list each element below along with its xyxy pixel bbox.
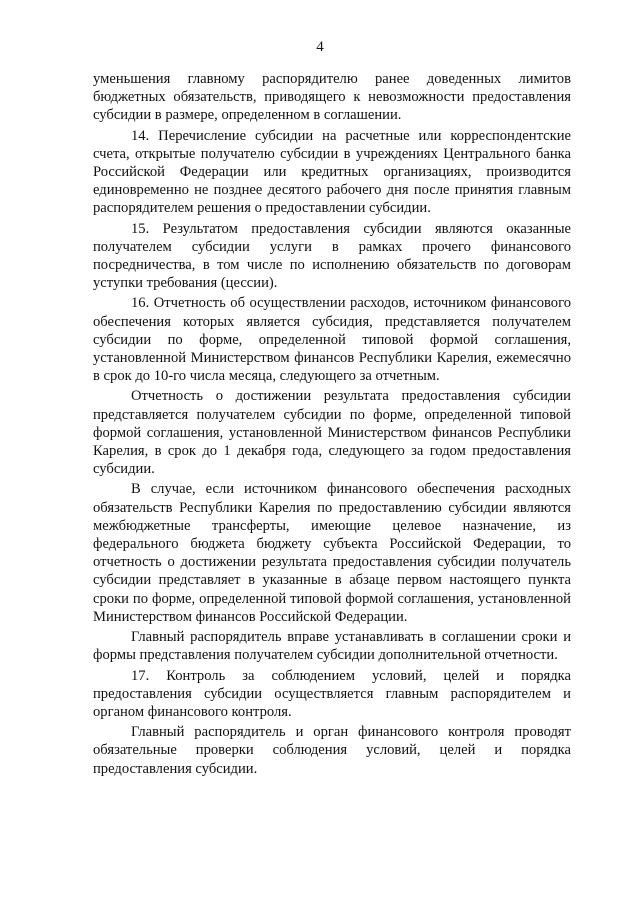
paragraph-result-reporting: Отчетность о достижении результата предоставления субсидии представляется получателем субсидии по форме, определенной типовой формой соглашения, установленной Министерством финансов Республики Карелия, в срок до 1 декабря года, следующего за годом предоставления субсидии. [93,388,571,478]
document-body [93,70,571,780]
paragraph-item-16: 16. Отчетность об осуществлении расходов, источником финансового обеспечения которых является субсидия, представляется получателем субсидии по форме, определенной типовой формой соглашения, установленной Министерством финансов Республики Карелия, ежемесячно в срок до 10-го числа месяца, следующего за отчетным. [93,295,571,385]
paragraph-item-17: 17. Контроль за соблюдением условий, целей и порядка предоставления субсидии осуществляется главным распорядителем и органом финансового контроля. [93,667,571,720]
paragraph-mandatory-checks: Главный распорядитель и орган финансового контроля проводят обязательные проверки соблюдения условий, целей и порядка предоставления субсидии. [93,724,571,777]
page-number: 4 [316,39,324,55]
paragraph-additional-reporting: Главный распорядитель вправе устанавливать в соглашении сроки и формы представления получателем субсидии дополнительной отчетности. [93,629,571,664]
paragraph-item-14: 14. Перечисление субсидии на расчетные или корреспондентские счета, открытые получателю субсидии в учреждениях Центрального банка Российской Федерации или кредитных организациях, производится единовременно не позднее десятого рабочего дня после принятия главным распорядителем решения о предоставлении субсидии. [93,127,571,217]
paragraph-continuation: уменьшения главному распорядителю ранее доведенных лимитов бюджетных обязательств, приводящего к невозможности предоставления субсидии в размере, определенном в соглашении. [93,71,571,124]
paragraph-item-15: 15. Результатом предоставления субсидии являются оказанные получателем субсидии услуги в рамках прочего финансового посредничества, в том числе по исполнению обязательств по договорам уступки требования (цессии). [93,220,571,292]
paragraph-federal-transfers: В случае, если источником финансового обеспечения расходных обязательств Республики Карелия по предоставлению субсидии являются межбюджетные трансферты, имеющие целевое назначение, из федерального бюджета бюджету субъекта Российской Федерации, то отчетность о достижении результата предоставления субсидии получатель субсидии представляет в указанные в абзаце первом настоящего пункта сроки по форме, определенной типовой формой соглашения, установленной Министерством финансов Российской Федерации. [93,481,571,625]
